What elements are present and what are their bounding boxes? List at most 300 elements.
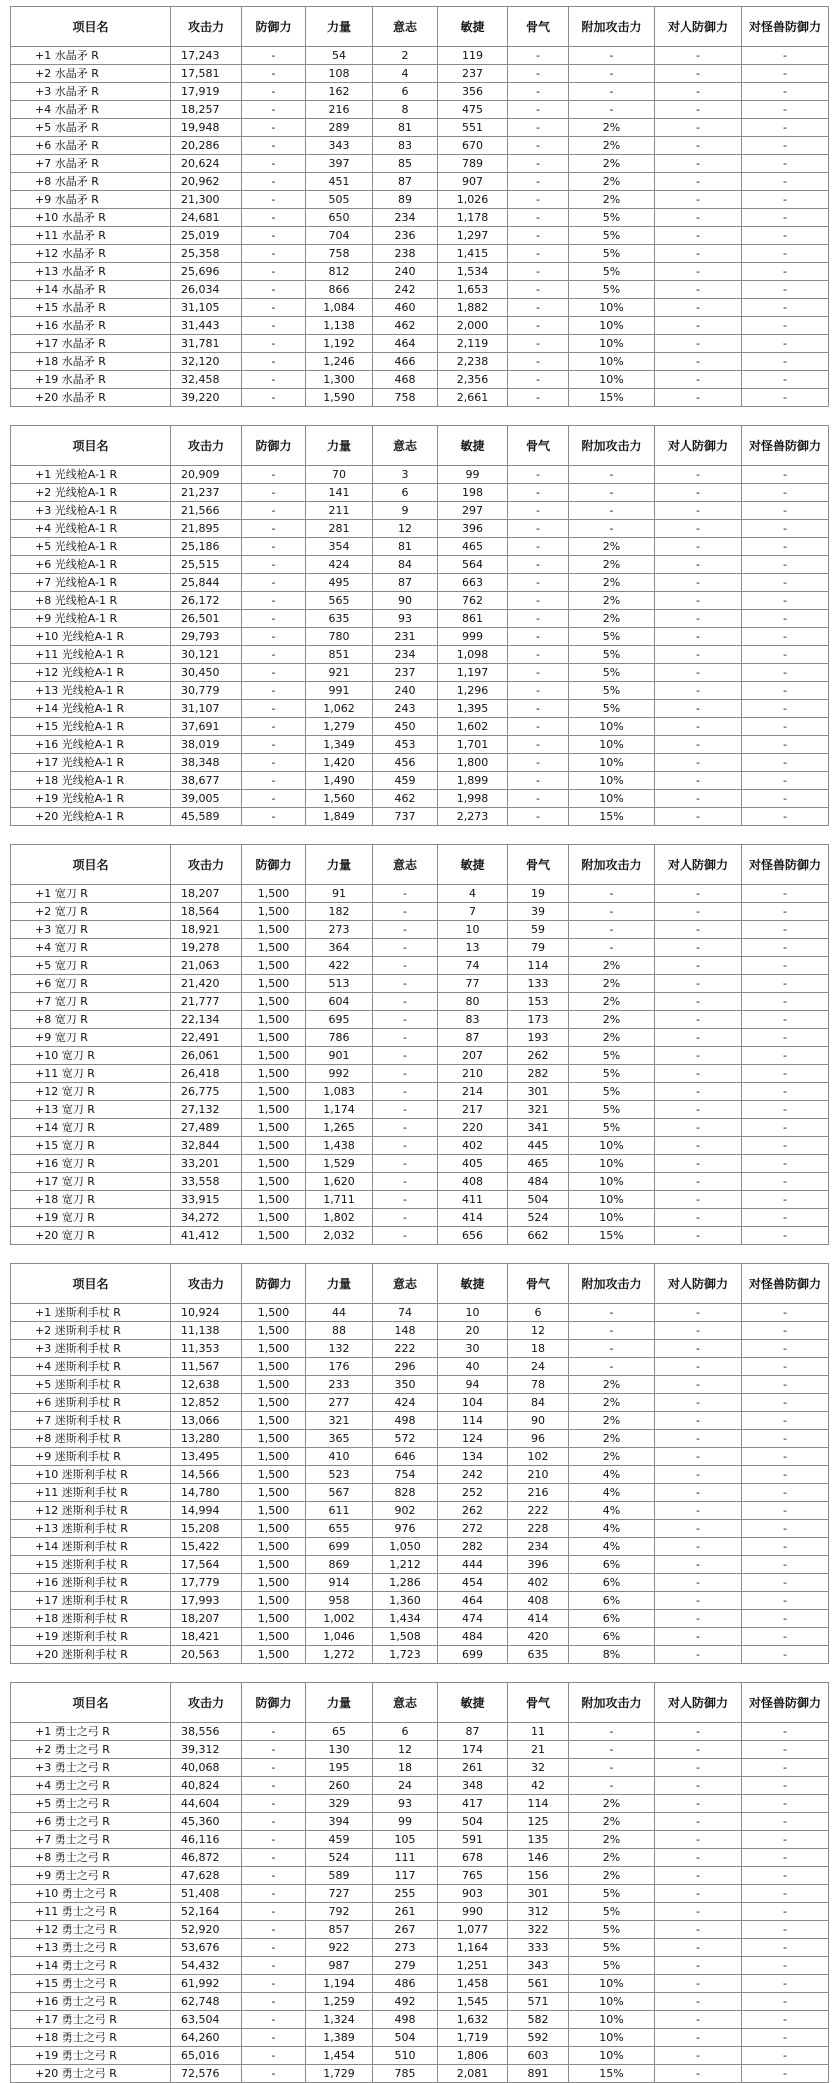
table-cell: 1,500 xyxy=(242,1556,306,1574)
table-cell: 20,286 xyxy=(171,137,242,155)
table-cell: +13 宽刀 R xyxy=(11,1101,171,1119)
table-cell: 228 xyxy=(508,1520,569,1538)
column-header: 攻击力 xyxy=(171,1264,242,1304)
table-cell: - xyxy=(742,47,829,65)
table-cell: 1,500 xyxy=(242,1209,306,1227)
table-cell: - xyxy=(508,173,569,191)
table-cell: 786 xyxy=(306,1029,373,1047)
table-cell: 26,775 xyxy=(171,1083,242,1101)
table-cell: 1,508 xyxy=(373,1628,438,1646)
table-cell: 13,280 xyxy=(171,1430,242,1448)
table-cell: - xyxy=(655,628,742,646)
table-cell: +10 迷斯利手杖 R xyxy=(11,1466,171,1484)
table-row xyxy=(11,191,829,209)
table-cell: - xyxy=(742,2011,829,2029)
table-cell: - xyxy=(742,155,829,173)
column-header: 攻击力 xyxy=(171,845,242,885)
table-cell: +12 光线枪A-1 R xyxy=(11,664,171,682)
table-cell: - xyxy=(242,155,306,173)
table-cell: 459 xyxy=(373,772,438,790)
table-cell: 26,172 xyxy=(171,592,242,610)
table-cell: 44,604 xyxy=(171,1795,242,1813)
table-cell: - xyxy=(655,1448,742,1466)
table-cell: 6% xyxy=(569,1610,655,1628)
table-cell: 81 xyxy=(373,538,438,556)
table-cell: 6 xyxy=(373,1723,438,1741)
table-cell: - xyxy=(655,1993,742,2011)
table-cell: - xyxy=(508,245,569,263)
table-cell: 5% xyxy=(569,1101,655,1119)
table-cell: 866 xyxy=(306,281,373,299)
table-cell: - xyxy=(655,1759,742,1777)
table-cell: - xyxy=(569,466,655,484)
table-cell: 15,422 xyxy=(171,1538,242,1556)
table-cell: 174 xyxy=(438,1741,508,1759)
table-cell: 861 xyxy=(438,610,508,628)
table-cell: +1 宽刀 R xyxy=(11,885,171,903)
table-cell: - xyxy=(655,975,742,993)
table-cell: - xyxy=(742,718,829,736)
table-cell: 5% xyxy=(569,646,655,664)
table-cell: - xyxy=(742,700,829,718)
table-cell: - xyxy=(742,939,829,957)
table-cell: 54,432 xyxy=(171,1957,242,1975)
table-cell: 15% xyxy=(569,1227,655,1245)
table-cell: 2,238 xyxy=(438,353,508,371)
table-cell: - xyxy=(742,1448,829,1466)
table-row xyxy=(11,2065,829,2083)
table-cell: 21,300 xyxy=(171,191,242,209)
table-cell: - xyxy=(242,664,306,682)
table-cell: 10% xyxy=(569,718,655,736)
table-cell: - xyxy=(508,682,569,700)
table-cell: 992 xyxy=(306,1065,373,1083)
table-cell: - xyxy=(655,1137,742,1155)
table-cell: 1,560 xyxy=(306,790,373,808)
table-cell: 504 xyxy=(438,1813,508,1831)
column-header: 防御力 xyxy=(242,7,306,47)
table-cell: - xyxy=(655,1813,742,1831)
table-cell: +4 勇士之弓 R xyxy=(11,1777,171,1795)
table-cell: - xyxy=(655,1777,742,1795)
table-row xyxy=(11,353,829,371)
table-row xyxy=(11,263,829,281)
table-cell: 20,909 xyxy=(171,466,242,484)
table-cell: 1,415 xyxy=(438,245,508,263)
table-cell: - xyxy=(508,628,569,646)
table-cell: +13 光线枪A-1 R xyxy=(11,682,171,700)
table-cell: 1,500 xyxy=(242,1101,306,1119)
table-cell: 4% xyxy=(569,1466,655,1484)
table-row xyxy=(11,2047,829,2065)
table-cell: 15,208 xyxy=(171,1520,242,1538)
table-cell: 354 xyxy=(306,538,373,556)
table-cell: 987 xyxy=(306,1957,373,1975)
table-cell: - xyxy=(742,1173,829,1191)
table-cell: 2% xyxy=(569,975,655,993)
table-row xyxy=(11,83,829,101)
table-cell: - xyxy=(655,371,742,389)
table-cell: - xyxy=(655,1119,742,1137)
table-cell: 456 xyxy=(373,754,438,772)
table-cell: 5% xyxy=(569,628,655,646)
table-cell: 410 xyxy=(306,1448,373,1466)
table-cell: - xyxy=(742,2065,829,2083)
table-cell: 1,500 xyxy=(242,1628,306,1646)
table-cell: 6 xyxy=(373,83,438,101)
table-cell: +16 水晶矛 R xyxy=(11,317,171,335)
table-cell: 18,564 xyxy=(171,903,242,921)
table-cell: - xyxy=(742,2029,829,2047)
table-cell: - xyxy=(742,1340,829,1358)
table-cell: 19,278 xyxy=(171,939,242,957)
table-cell: 1,500 xyxy=(242,1610,306,1628)
table-row xyxy=(11,1556,829,1574)
table-cell: 1,297 xyxy=(438,227,508,245)
table-cell: 15% xyxy=(569,389,655,407)
table-cell: - xyxy=(655,1957,742,1975)
table-cell: - xyxy=(742,65,829,83)
table-cell: - xyxy=(655,353,742,371)
column-header: 力量 xyxy=(306,845,373,885)
table-cell: 216 xyxy=(508,1484,569,1502)
table-row xyxy=(11,1358,829,1376)
table-cell: 211 xyxy=(306,502,373,520)
table-cell: +12 宽刀 R xyxy=(11,1083,171,1101)
table-cell: 18,921 xyxy=(171,921,242,939)
table-row xyxy=(11,592,829,610)
table-cell: 498 xyxy=(373,2011,438,2029)
table-cell: 902 xyxy=(373,1502,438,1520)
table-cell: 857 xyxy=(306,1921,373,1939)
table-cell: +17 水晶矛 R xyxy=(11,335,171,353)
table-cell: 65,016 xyxy=(171,2047,242,2065)
table-cell: - xyxy=(242,1849,306,1867)
table-cell: - xyxy=(508,520,569,538)
table-row xyxy=(11,1191,829,1209)
table-cell: 279 xyxy=(373,1957,438,1975)
table-cell: 289 xyxy=(306,119,373,137)
table-cell: 38,019 xyxy=(171,736,242,754)
table-cell: +2 水晶矛 R xyxy=(11,65,171,83)
table-cell: - xyxy=(742,1502,829,1520)
table-cell: +1 勇士之弓 R xyxy=(11,1723,171,1741)
table-row xyxy=(11,1831,829,1849)
table-cell: - xyxy=(655,1155,742,1173)
table-cell: - xyxy=(373,1083,438,1101)
table-cell: 233 xyxy=(306,1376,373,1394)
table-cell: 30 xyxy=(438,1340,508,1358)
table-cell: 2,661 xyxy=(438,389,508,407)
table-row xyxy=(11,1610,829,1628)
table-cell: - xyxy=(569,83,655,101)
table-cell: 695 xyxy=(306,1011,373,1029)
table-cell: 1,719 xyxy=(438,2029,508,2047)
table-cell: 135 xyxy=(508,1831,569,1849)
table-cell: - xyxy=(742,520,829,538)
table-cell: 5% xyxy=(569,263,655,281)
table-cell: 32 xyxy=(508,1759,569,1777)
table-cell: - xyxy=(655,903,742,921)
table-cell: - xyxy=(742,1939,829,1957)
table-row xyxy=(11,1813,829,1831)
table-cell: 2% xyxy=(569,574,655,592)
table-cell: - xyxy=(655,1430,742,1448)
table-row xyxy=(11,682,829,700)
table-cell: +18 勇士之弓 R xyxy=(11,2029,171,2047)
table-cell: - xyxy=(742,993,829,1011)
table-cell: 727 xyxy=(306,1885,373,1903)
table-row xyxy=(11,1628,829,1646)
table-cell: 1,265 xyxy=(306,1119,373,1137)
table-cell: - xyxy=(742,808,829,826)
table-cell: 38,677 xyxy=(171,772,242,790)
table-cell: 990 xyxy=(438,1903,508,1921)
table-cell: 8% xyxy=(569,1646,655,1664)
table-cell: 1,998 xyxy=(438,790,508,808)
table-cell: 1,395 xyxy=(438,700,508,718)
table-cell: +8 光线枪A-1 R xyxy=(11,592,171,610)
table-cell: +3 光线枪A-1 R xyxy=(11,502,171,520)
table-cell: +10 宽刀 R xyxy=(11,1047,171,1065)
table-cell: 262 xyxy=(508,1047,569,1065)
table-cell: 475 xyxy=(438,101,508,119)
table-cell: - xyxy=(742,1083,829,1101)
table-cell: - xyxy=(742,1831,829,1849)
table-cell: 1,002 xyxy=(306,1610,373,1628)
table-cell: - xyxy=(742,538,829,556)
table-cell: - xyxy=(508,718,569,736)
table-cell: 162 xyxy=(306,83,373,101)
table-cell: - xyxy=(742,1011,829,1029)
table-row xyxy=(11,975,829,993)
table-row xyxy=(11,1155,829,1173)
table-cell: 958 xyxy=(306,1592,373,1610)
table-cell: - xyxy=(742,1155,829,1173)
table-cell: 20,962 xyxy=(171,173,242,191)
table-cell: - xyxy=(242,1795,306,1813)
table-row xyxy=(11,1592,829,1610)
table-cell: 656 xyxy=(438,1227,508,1245)
table-cell: +14 水晶矛 R xyxy=(11,281,171,299)
table-cell: +18 光线枪A-1 R xyxy=(11,772,171,790)
table-cell: 999 xyxy=(438,628,508,646)
table-cell: 44 xyxy=(306,1304,373,1322)
column-header: 骨气 xyxy=(508,1264,569,1304)
table-row xyxy=(11,1957,829,1975)
table-row xyxy=(11,610,829,628)
table-cell: 4% xyxy=(569,1484,655,1502)
table-cell: - xyxy=(742,245,829,263)
table-cell: 6 xyxy=(508,1304,569,1322)
table-cell: - xyxy=(242,47,306,65)
table-cell: 132 xyxy=(306,1340,373,1358)
table-cell: 1,454 xyxy=(306,2047,373,2065)
table-cell: 1,420 xyxy=(306,754,373,772)
table-cell: +20 光线枪A-1 R xyxy=(11,808,171,826)
table-cell: - xyxy=(655,2047,742,2065)
column-header: 力量 xyxy=(306,7,373,47)
table-cell: +19 光线枪A-1 R xyxy=(11,790,171,808)
table-cell: - xyxy=(569,502,655,520)
column-header: 项目名 xyxy=(11,426,171,466)
table-row xyxy=(11,520,829,538)
table-cell: 758 xyxy=(373,389,438,407)
table-cell: 2,032 xyxy=(306,1227,373,1245)
table-cell: - xyxy=(569,1322,655,1340)
table-cell: - xyxy=(655,335,742,353)
table-cell: 1,192 xyxy=(306,335,373,353)
table-cell: +20 勇士之弓 R xyxy=(11,2065,171,2083)
table-cell: 24 xyxy=(373,1777,438,1795)
table-cell: 504 xyxy=(508,1191,569,1209)
table-row xyxy=(11,1484,829,1502)
table-cell: - xyxy=(655,1047,742,1065)
table-cell: - xyxy=(508,65,569,83)
table-cell: - xyxy=(508,227,569,245)
table-cell: - xyxy=(569,1777,655,1795)
table-cell: 2% xyxy=(569,610,655,628)
table-cell: 1,026 xyxy=(438,191,508,209)
table-cell: +20 水晶矛 R xyxy=(11,389,171,407)
table-cell: - xyxy=(655,1795,742,1813)
table-cell: - xyxy=(742,1466,829,1484)
table-cell: - xyxy=(655,939,742,957)
table-cell: 2,081 xyxy=(438,2065,508,2083)
table-cell: 1,899 xyxy=(438,772,508,790)
table-cell: 114 xyxy=(508,957,569,975)
table-cell: - xyxy=(242,137,306,155)
table-row xyxy=(11,1867,829,1885)
table-cell: 1,500 xyxy=(242,1484,306,1502)
table-cell: 301 xyxy=(508,1885,569,1903)
table-cell: - xyxy=(569,1340,655,1358)
table-cell: - xyxy=(742,1885,829,1903)
table-cell: - xyxy=(508,610,569,628)
table-cell: - xyxy=(742,1047,829,1065)
table-cell: 5% xyxy=(569,1083,655,1101)
table-cell: 1,500 xyxy=(242,921,306,939)
table-cell: 7 xyxy=(438,903,508,921)
table-cell: - xyxy=(242,484,306,502)
table-cell: 5% xyxy=(569,1939,655,1957)
table-cell: - xyxy=(508,101,569,119)
table-cell: 1,500 xyxy=(242,1083,306,1101)
table-cell: - xyxy=(655,245,742,263)
table-cell: 4 xyxy=(438,885,508,903)
table-row xyxy=(11,502,829,520)
table-cell: - xyxy=(742,592,829,610)
table-cell: 5% xyxy=(569,1921,655,1939)
table-cell: 350 xyxy=(373,1376,438,1394)
table-cell: 1,500 xyxy=(242,1448,306,1466)
table-cell: 124 xyxy=(438,1430,508,1448)
table-cell: 3 xyxy=(373,466,438,484)
table-row xyxy=(11,1209,829,1227)
table-cell: 1,389 xyxy=(306,2029,373,2047)
table-cell: - xyxy=(508,790,569,808)
table-cell: 1,500 xyxy=(242,957,306,975)
table-cell: 26,034 xyxy=(171,281,242,299)
table-cell: 2% xyxy=(569,556,655,574)
table-cell: - xyxy=(242,808,306,826)
table-cell: 2% xyxy=(569,1430,655,1448)
table-cell: 492 xyxy=(373,1993,438,2011)
table-cell: 1,500 xyxy=(242,1412,306,1430)
table-row xyxy=(11,1777,829,1795)
table-cell: +3 水晶矛 R xyxy=(11,83,171,101)
table-cell: - xyxy=(655,173,742,191)
table-cell: 5% xyxy=(569,1047,655,1065)
table-cell: 5% xyxy=(569,664,655,682)
column-header: 力量 xyxy=(306,1264,373,1304)
table-cell: 1,500 xyxy=(242,1065,306,1083)
table-cell: 29,793 xyxy=(171,628,242,646)
table-cell: 780 xyxy=(306,628,373,646)
table-cell: - xyxy=(655,1646,742,1664)
table-cell: 2% xyxy=(569,592,655,610)
table-cell: 662 xyxy=(508,1227,569,1245)
table-cell: 1,500 xyxy=(242,1011,306,1029)
table-cell: - xyxy=(655,1484,742,1502)
table-cell: 31,781 xyxy=(171,335,242,353)
table-cell: - xyxy=(508,83,569,101)
table-cell: +4 宽刀 R xyxy=(11,939,171,957)
table-row xyxy=(11,1520,829,1538)
table-cell: - xyxy=(742,281,829,299)
table-cell: 41,412 xyxy=(171,1227,242,1245)
table-cell: - xyxy=(742,335,829,353)
table-cell: +7 勇士之弓 R xyxy=(11,1831,171,1849)
table-cell: 1,711 xyxy=(306,1191,373,1209)
table-cell: 83 xyxy=(438,1011,508,1029)
column-header: 防御力 xyxy=(242,1264,306,1304)
table-cell: - xyxy=(242,1993,306,2011)
table-cell: 453 xyxy=(373,736,438,754)
table-cell: - xyxy=(373,1209,438,1227)
table-row xyxy=(11,173,829,191)
table-cell: 1,286 xyxy=(373,1574,438,1592)
table-cell: 650 xyxy=(306,209,373,227)
table-separator xyxy=(10,826,828,844)
table-cell: 96 xyxy=(508,1430,569,1448)
table-cell: 2,000 xyxy=(438,317,508,335)
table-cell: 2% xyxy=(569,173,655,191)
table-row xyxy=(11,1412,829,1430)
table-cell: +14 光线枪A-1 R xyxy=(11,700,171,718)
header-row xyxy=(11,845,829,885)
table-cell: - xyxy=(742,772,829,790)
table-cell: 25,696 xyxy=(171,263,242,281)
table-row xyxy=(11,1340,829,1358)
table-cell: +5 迷斯利手杖 R xyxy=(11,1376,171,1394)
column-header: 防御力 xyxy=(242,426,306,466)
table-cell: - xyxy=(742,1849,829,1867)
table-cell: 193 xyxy=(508,1029,569,1047)
table-cell: 93 xyxy=(373,610,438,628)
table-cell: 1,500 xyxy=(242,1227,306,1245)
table-row xyxy=(11,790,829,808)
table-cell: 322 xyxy=(508,1921,569,1939)
table-cell: 22,134 xyxy=(171,1011,242,1029)
table-cell: 1,174 xyxy=(306,1101,373,1119)
table-cell: +15 迷斯利手杖 R xyxy=(11,1556,171,1574)
column-header: 对人防御力 xyxy=(655,1264,742,1304)
table-cell: - xyxy=(508,556,569,574)
table-cell: - xyxy=(373,1011,438,1029)
table-cell: 10% xyxy=(569,317,655,335)
column-header: 骨气 xyxy=(508,7,569,47)
